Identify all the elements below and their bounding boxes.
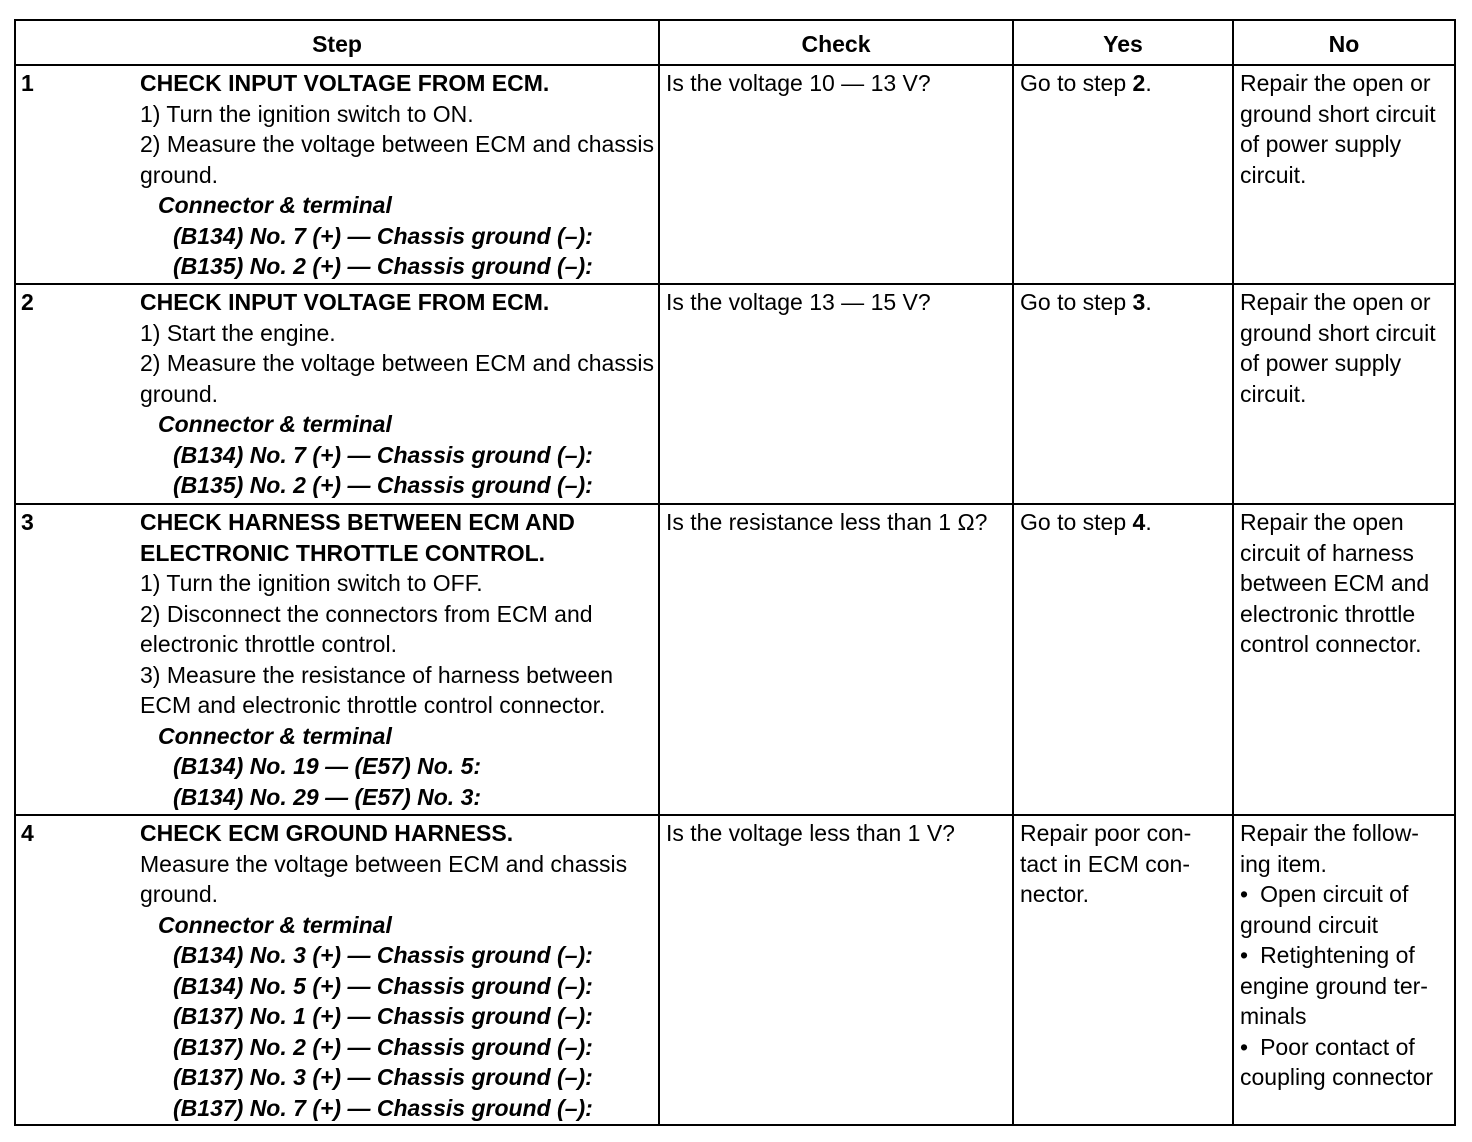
terminal-spec: (B134) No. 29 — (E57) No. 3: bbox=[173, 783, 482, 810]
terminal-spec: (B135) No. 2 (+) — Chassis ground (–): bbox=[173, 253, 593, 279]
header-row bbox=[15, 20, 1455, 65]
check-cell bbox=[659, 65, 1013, 284]
check-cell bbox=[659, 284, 1013, 504]
substep: 2) Measure the voltage between ECM and chassis ground. bbox=[140, 131, 654, 188]
substep: 1) Turn the ignition switch to OFF. bbox=[140, 570, 483, 596]
step-number: 2 bbox=[21, 289, 34, 315]
yes-text bbox=[1014, 505, 1232, 538]
no-cell bbox=[1233, 815, 1455, 1125]
yes-prefix: Go to step bbox=[1020, 289, 1133, 315]
step-cell bbox=[15, 815, 659, 1125]
no-cell bbox=[1233, 504, 1455, 815]
terminal-spec: (B134) No. 5 (+) — Chassis ground (–): bbox=[173, 972, 593, 999]
step-number: 1 bbox=[21, 70, 34, 96]
yes-text bbox=[1014, 285, 1232, 318]
yes-cell bbox=[1013, 284, 1233, 504]
check-text: Is the voltage 13 — 15 V? bbox=[666, 289, 931, 315]
substep: 2) Disconnect the connectors from ECM and electronic throttle control. bbox=[140, 600, 593, 657]
substep: 1) Turn the ignition switch to ON. bbox=[140, 100, 474, 127]
connector-label: Connector & terminal bbox=[158, 411, 392, 437]
yes-text bbox=[1014, 66, 1232, 99]
yes-prefix: Go to step bbox=[1020, 70, 1133, 96]
terminal-spec: (B137) No. 3 (+) — Chassis ground (–): bbox=[173, 1064, 593, 1090]
step-number: 4 bbox=[21, 820, 34, 846]
substep: 1) Start the engine. bbox=[140, 319, 336, 346]
yes-suffix: . bbox=[1145, 509, 1152, 535]
yes-cell bbox=[1013, 504, 1233, 815]
table-row bbox=[15, 284, 1455, 504]
terminal-spec: (B137) No. 2 (+) — Chassis ground (–): bbox=[173, 1033, 593, 1060]
check-text: Is the voltage less than 1 V? bbox=[666, 820, 955, 846]
header-no: No bbox=[1233, 20, 1455, 65]
no-text: Repair the open circuit of harness between ECM and electronic throttle control connector. bbox=[1240, 509, 1430, 657]
terminal-spec: (B134) No. 19 — (E57) No. 5: bbox=[173, 753, 482, 779]
step-title: CHECK HARNESS BETWEEN ECM AND ELECTRONIC THROTTLE CONTROL. bbox=[140, 509, 575, 566]
no-cell bbox=[1233, 65, 1455, 284]
terminal-spec: (B135) No. 2 (+) — Chassis ground (–): bbox=[173, 472, 593, 498]
table-row bbox=[15, 504, 1455, 815]
no-text: Repair the open or ground short circuit of power supply circuit. bbox=[1240, 70, 1436, 188]
terminal-spec: (B134) No. 7 (+) — Chassis ground (–): bbox=[173, 441, 593, 468]
step-cell bbox=[15, 65, 659, 284]
step-intro: Measure the voltage between ECM and chassis ground. bbox=[140, 850, 628, 907]
check-cell bbox=[659, 815, 1013, 1125]
yes-step-number: 4 bbox=[1132, 509, 1146, 535]
no-bullet-item: • Poor contact of coupling connector bbox=[1240, 1032, 1449, 1093]
check-text: Is the voltage 10 — 13 V? bbox=[666, 70, 931, 96]
connector-label: Connector & terminal bbox=[158, 192, 392, 218]
yes-cell bbox=[1013, 65, 1233, 284]
check-text: Is the resistance less than 1 Ω? bbox=[666, 509, 988, 535]
yes-suffix: . bbox=[1145, 289, 1152, 315]
step-cell bbox=[15, 284, 659, 504]
terminal-spec: (B137) No. 1 (+) — Chassis ground (–): bbox=[173, 1003, 593, 1029]
table-row bbox=[15, 815, 1455, 1125]
no-cell bbox=[1233, 284, 1455, 504]
terminal-spec: (B134) No. 7 (+) — Chassis ground (–): bbox=[173, 222, 593, 249]
no-bullet-item: • Retightening of engine ground ter-minals bbox=[1240, 940, 1449, 1032]
table-row bbox=[15, 65, 1455, 284]
header-yes: Yes bbox=[1013, 20, 1233, 65]
no-intro: Repair the follow-ing item. bbox=[1240, 820, 1419, 877]
step-title: CHECK INPUT VOLTAGE FROM ECM. bbox=[140, 70, 550, 96]
header-check: Check bbox=[659, 20, 1013, 65]
step-title: CHECK INPUT VOLTAGE FROM ECM. bbox=[140, 289, 550, 315]
yes-step-number: 2 bbox=[1132, 70, 1146, 96]
yes-suffix: . bbox=[1145, 70, 1152, 96]
no-text: Repair the open or ground short circuit of power supply circuit. bbox=[1240, 289, 1436, 407]
substep: 3) Measure the resistance of harness between ECM and electronic throttle control connector. bbox=[140, 661, 614, 718]
step-number: 3 bbox=[21, 509, 34, 535]
diagnostic-table bbox=[14, 19, 1456, 1126]
no-bullet-item: • Open circuit of ground circuit bbox=[1240, 879, 1449, 940]
check-cell bbox=[659, 504, 1013, 815]
yes-step-number: 3 bbox=[1132, 289, 1146, 315]
connector-label: Connector & terminal bbox=[158, 911, 392, 938]
yes-text: Repair poor con-tact in ECM con-nector. bbox=[1020, 820, 1192, 907]
step-cell bbox=[15, 504, 659, 815]
yes-prefix: Go to step bbox=[1020, 509, 1133, 535]
substep: 2) Measure the voltage between ECM and chassis ground. bbox=[140, 350, 654, 407]
yes-cell bbox=[1013, 815, 1233, 1125]
header-step: Step bbox=[15, 20, 659, 65]
step-title: CHECK ECM GROUND HARNESS. bbox=[140, 820, 514, 846]
connector-label: Connector & terminal bbox=[158, 722, 392, 749]
terminal-spec: (B134) No. 3 (+) — Chassis ground (–): bbox=[173, 942, 593, 968]
terminal-spec: (B137) No. 7 (+) — Chassis ground (–): bbox=[173, 1094, 593, 1121]
